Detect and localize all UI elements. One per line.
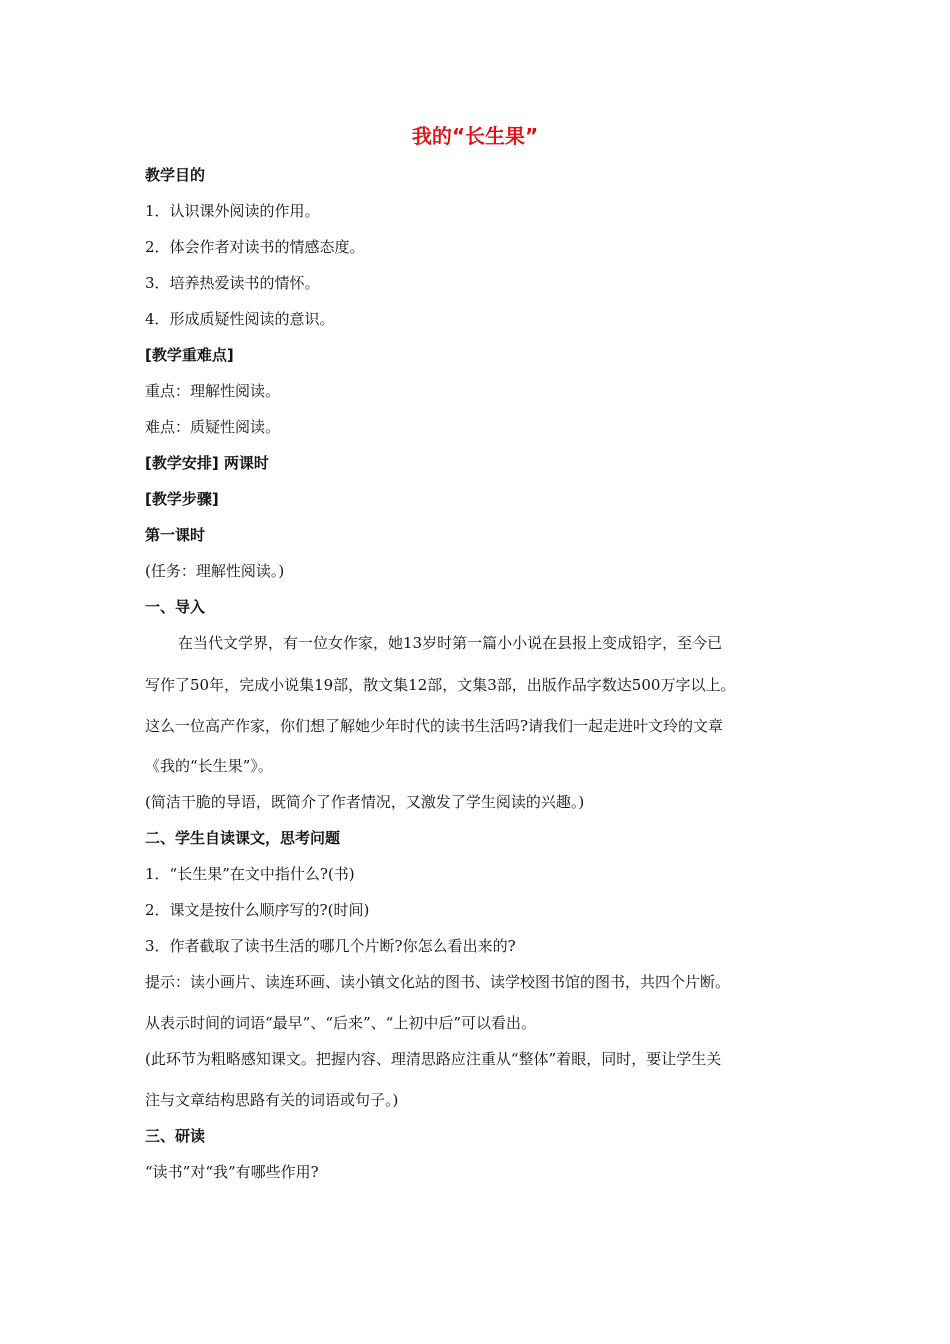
heading-key-points: [教学重难点] (145, 346, 234, 364)
task-note: (任务：理解性阅读。) (145, 562, 285, 580)
section-heading-study: 三、研读 (145, 1127, 206, 1145)
heading-teaching-goals: 教学目的 (145, 166, 206, 184)
goal-item: 1．认识课外阅读的作用。 (145, 202, 320, 220)
paragraph-line: 在当代文学界，有一位女作家，她13岁时第一篇小小说在县报上变成铅字，至今已 (178, 634, 723, 652)
difficult-point: 难点：质疑性阅读。 (145, 418, 281, 436)
paragraph-line: 写作了50年，完成小说集19部，散文集12部，文集3部，出版作品字数达500万字以上。 (145, 676, 736, 694)
hint-line: 提示：读小画片、读连环画、读小镇文化站的图书、读学校图书馆的图书，共四个片断。 (145, 973, 731, 991)
heading-steps: [教学步骤] (145, 490, 219, 508)
heading-first-lesson: 第一课时 (145, 526, 206, 544)
paragraph-line: 《我的“长生果”》。 (145, 757, 273, 775)
question-item: “读书”对“我”有哪些作用? (145, 1163, 319, 1181)
comment-line: (此环节为粗略感知课文。把握内容、理清思路应注重从“整体”着眼，同时，要让学生关 (145, 1050, 722, 1068)
goal-item: 4．形成质疑性阅读的意识。 (145, 310, 335, 328)
comment-line: 注与文章结构思路有关的词语或句子。) (145, 1091, 399, 1109)
question-item: 3．作者截取了读书生活的哪几个片断?你怎么看出来的? (145, 937, 516, 955)
comment-line: (简洁干脆的导语，既简介了作者情况，又激发了学生阅读的兴趣。) (145, 793, 585, 811)
paragraph-line: 这么一位高产作家，你们想了解她少年时代的读书生活吗?请我们一起走进叶文玲的文章 (145, 717, 724, 735)
document-title: 我的“长生果” (411, 124, 539, 148)
section-heading-intro: 一、导入 (145, 598, 206, 616)
section-heading-self-reading: 二、学生自读课文，思考问题 (145, 829, 341, 847)
goal-item: 3．培养热爱读书的情怀。 (145, 274, 320, 292)
question-item: 2．课文是按什么顺序写的?(时间) (145, 901, 370, 919)
heading-schedule: [教学安排] 两课时 (145, 454, 269, 472)
key-point: 重点：理解性阅读。 (145, 382, 281, 400)
goal-item: 2．体会作者对读书的情感态度。 (145, 238, 365, 256)
hint-line: 从表示时间的词语“最早”、“后来”、“上初中后”可以看出。 (145, 1014, 537, 1032)
question-item: 1．“长生果”在文中指什么?(书) (145, 865, 355, 883)
